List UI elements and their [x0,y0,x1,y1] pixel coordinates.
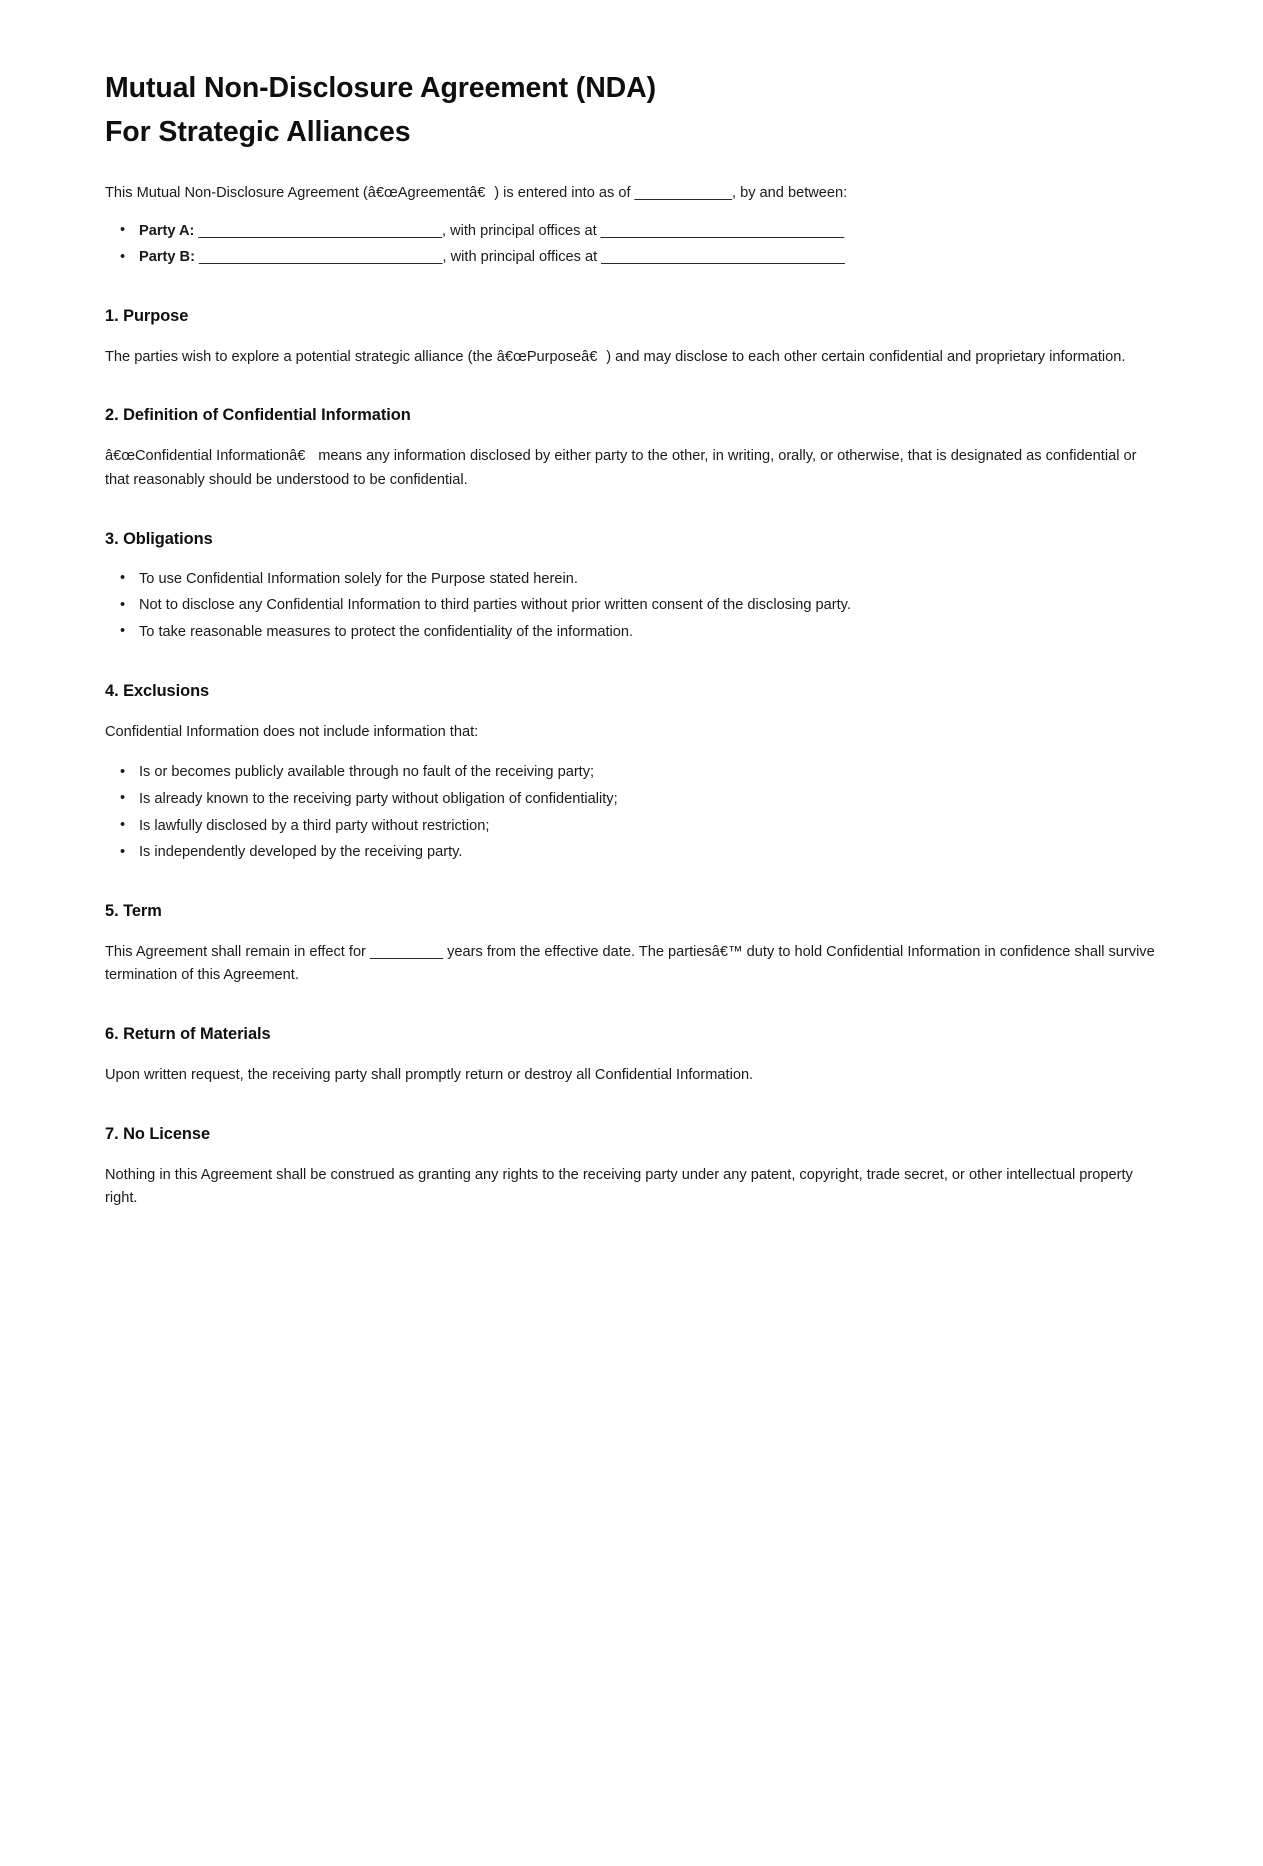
section-return-of-materials [105,1023,1158,1088]
parties-list [105,220,1158,270]
section-body: Nothing in this Agreement shall be construed as granting any rights to the receiving party under any patent, copyright, trade secret, or other intellectual property right. [105,1166,1133,1207]
party-b-label: Party B: [139,249,195,266]
section-heading: 5. Term [105,901,162,920]
party-a-fields: ______________________________, with principal offices at ______________________________ [194,222,845,239]
list-item: • Is independently developed by the receiving party. [137,841,1158,865]
party-a-label: Party A: [139,222,195,239]
page-subtitle: For Strategic Alliances [105,116,411,149]
list-item: • To take reasonable measures to protect the confidentiality of the information. [137,621,1158,645]
section-body: â€œConfidential Informationâ€ means any information disclosed by either party to the other, in writing, orally, or otherwise, that is designated as confidential or that reasonably should be understood to be confidential. [105,448,1137,489]
section-body: Upon written request, the receiving party shall promptly return or destroy all Confidential Information. [105,1067,754,1083]
section-heading: 6. Return of Materials [105,1025,271,1044]
section-exclusions [105,680,1158,865]
list-item: • To use Confidential Information solely for the Purpose stated herein. [137,568,1158,592]
section-heading: 3. Obligations [105,529,213,548]
page-bottom-whitespace [105,1211,1158,1771]
section-purpose [105,305,1158,370]
section-term [105,900,1158,988]
section-obligations [105,528,1158,645]
list-item [137,220,1158,244]
exclusions-list [105,761,1158,865]
page-title: Mutual Non-Disclosure Agreement (NDA) [105,72,657,104]
list-item: • Is lawfully disclosed by a third party without restriction; [137,815,1158,839]
section-body: The parties wish to explore a potential strategic alliance (the â€œPurposeâ€) and may disclose to each other certain confidential and proprietary information. [105,348,1126,365]
list-item [137,246,1158,270]
section-heading: 1. Purpose [105,306,189,325]
section-heading: 2. Definition of Confidential Information [105,406,411,425]
party-b-fields: ______________________________, with principal offices at ______________________________ [194,249,845,266]
section-definition [105,404,1158,492]
list-item: • Is already known to the receiving party without obligation of confidentiality; [137,788,1158,812]
obligations-list [105,568,1158,645]
section-no-license [105,1123,1158,1211]
section-heading: 4. Exclusions [105,681,210,700]
list-item: • Not to disclose any Confidential Information to third parties without prior written consent of the disclosing party. [137,594,1158,618]
list-item: • Is or becomes publicly available through no fault of the receiving party; [137,761,1158,785]
section-body: This Agreement shall remain in effect for _________ years from the effective date. The partiesâ€™ duty to hold Confidential Information in confidence shall survive termination of this Agreement. [105,943,1155,984]
section-body: Confidential Information does not include information that: [105,723,479,740]
intro-paragraph: This Mutual Non-Disclosure Agreement (â€œAgreementâ€) is entered into as of ____________, by and between: [105,184,848,201]
section-heading: 7. No License [105,1124,211,1143]
